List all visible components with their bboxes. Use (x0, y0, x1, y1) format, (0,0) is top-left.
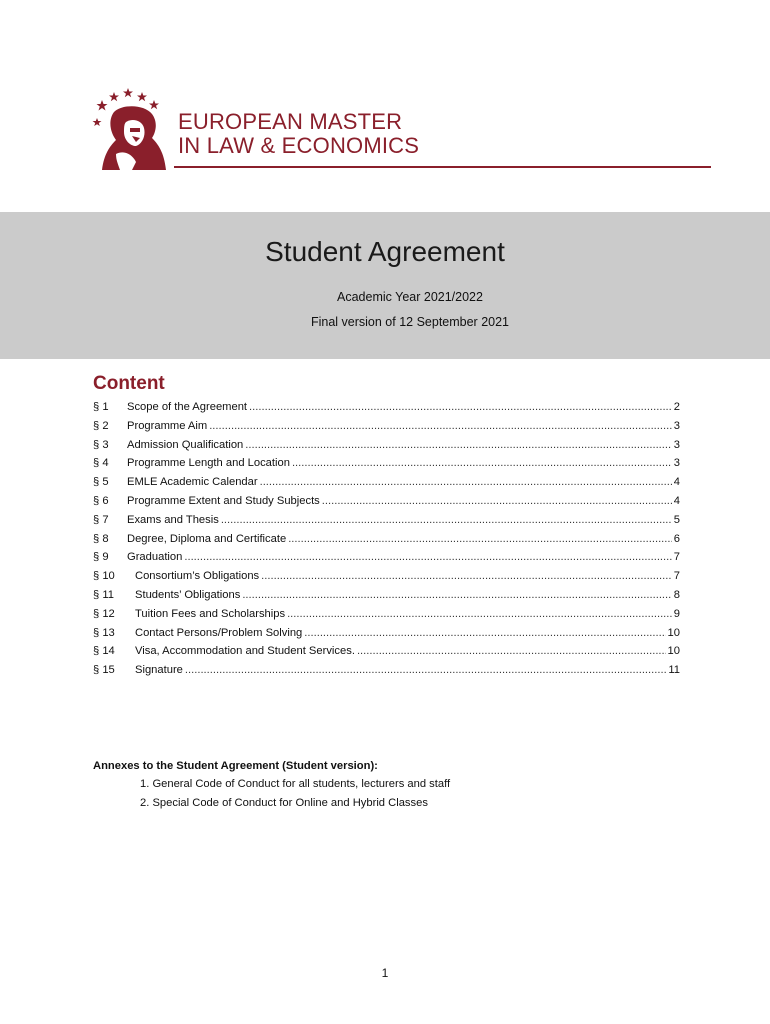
toc-label: Admission Qualification (127, 438, 244, 451)
toc-label: Graduation (127, 551, 183, 564)
toc-page: 6 (673, 532, 680, 545)
star-icon (109, 92, 119, 101)
toc-leader (242, 589, 671, 601)
brand-wordmark (178, 110, 419, 158)
toc-number: § 2 (93, 419, 109, 432)
annex-item: 1. General Code of Conduct for all students, lecturers and staff (140, 778, 451, 790)
toc-number: § 5 (93, 476, 109, 489)
toc-entry[interactable] (93, 551, 680, 570)
toc-page: 3 (673, 419, 680, 432)
toc-page: 11 (668, 664, 680, 677)
toc-number: § 8 (93, 532, 109, 545)
annexes-heading: Annexes to the Student Agreement (Student version): (93, 760, 378, 772)
toc-label: Visa, Accommodation and Student Services. (135, 645, 355, 658)
version-line: Final version of 12 September 2021 (310, 315, 510, 329)
toc-page: 8 (673, 588, 680, 601)
header-divider (174, 166, 711, 168)
brand-line-2: IN LAW & ECONOMICS (178, 133, 420, 158)
toc-entry[interactable] (93, 570, 680, 589)
star-icon (93, 118, 102, 126)
emle-logo (92, 88, 182, 172)
toc-label: Programme Length and Location (127, 457, 290, 470)
toc-leader (287, 608, 672, 620)
toc-label: Programme Aim (127, 419, 208, 432)
toc-number: § 10 (93, 570, 115, 583)
toc-label: Programme Extent and Study Subjects (127, 494, 320, 507)
toc-number: § 3 (93, 438, 109, 451)
contents-heading: Content (93, 373, 165, 394)
toc-leader (221, 514, 672, 526)
toc-label: Contact Persons/Problem Solving (135, 626, 303, 639)
toc-leader (245, 439, 671, 451)
toc-page: 3 (673, 438, 680, 451)
toc-page: 2 (673, 401, 680, 413)
toc-leader (357, 645, 666, 657)
toc-leader (322, 495, 672, 507)
toc-entry[interactable] (93, 457, 680, 476)
toc-page: 10 (667, 645, 680, 658)
toc-page: 3 (673, 457, 680, 470)
star-icon (137, 92, 147, 101)
toc-page: 4 (673, 476, 680, 489)
toc-entry[interactable] (93, 495, 680, 514)
toc-leader (261, 570, 672, 582)
toc-entry[interactable] (93, 401, 680, 420)
toc-page: 4 (673, 494, 680, 507)
toc-page: 10 (667, 626, 680, 639)
toc-leader (304, 627, 665, 639)
toc-entry[interactable] (93, 589, 680, 608)
toc-leader (249, 401, 672, 413)
toc-label: Consortium’s Obligations (135, 570, 260, 583)
toc-leader (260, 476, 672, 488)
toc-entry[interactable] (93, 439, 680, 458)
toc-page: 7 (673, 551, 680, 564)
toc-number: § 11 (93, 588, 114, 601)
toc-number: § 13 (93, 626, 115, 639)
toc-page: 9 (673, 607, 680, 620)
toc-page: 7 (673, 570, 680, 583)
annex-item: 2. Special Code of Conduct for Online and Hybrid Classes (140, 797, 428, 809)
toc-entry[interactable] (93, 645, 680, 664)
document-title: Student Agreement (265, 236, 505, 267)
toc-leader (209, 420, 672, 432)
toc-entry[interactable] (93, 664, 680, 683)
toc-entry[interactable] (93, 514, 680, 533)
toc-label: Students’ Obligations (135, 588, 241, 601)
toc-leader (184, 551, 671, 563)
star-icon (123, 88, 133, 97)
toc-entry[interactable] (93, 627, 680, 646)
star-icon (97, 100, 108, 111)
toc-number: § 4 (93, 457, 109, 470)
toc-number: § 7 (93, 513, 109, 526)
star-icon (149, 100, 159, 109)
brand-line-1: EUROPEAN MASTER (178, 109, 403, 134)
toc-number: § 15 (93, 664, 115, 677)
toc-label: Exams and Thesis (127, 513, 219, 526)
toc-number: § 6 (93, 494, 109, 507)
toc-number: § 9 (93, 551, 109, 564)
toc-label: Degree, Diploma and Certificate (127, 532, 287, 545)
toc-number: § 14 (93, 645, 115, 658)
toc-leader (292, 457, 672, 469)
toc-leader (185, 664, 666, 676)
table-of-contents (93, 401, 680, 683)
toc-label: Tuition Fees and Scholarships (135, 607, 286, 620)
toc-number: § 1 (93, 401, 109, 413)
page-number: 1 (381, 966, 389, 980)
toc-number: § 12 (93, 607, 115, 620)
academic-year: Academic Year 2021/2022 (337, 290, 483, 304)
toc-entry[interactable] (93, 533, 680, 552)
toc-page: 5 (673, 513, 680, 526)
toc-entry[interactable] (93, 476, 680, 495)
toc-leader (288, 533, 672, 545)
title-band (0, 212, 770, 359)
toc-entry[interactable] (93, 420, 680, 439)
toc-entry[interactable] (93, 608, 680, 627)
toc-label: Signature (135, 664, 183, 677)
toc-label: EMLE Academic Calendar (127, 476, 258, 489)
toc-label: Scope of the Agreement (127, 401, 248, 413)
